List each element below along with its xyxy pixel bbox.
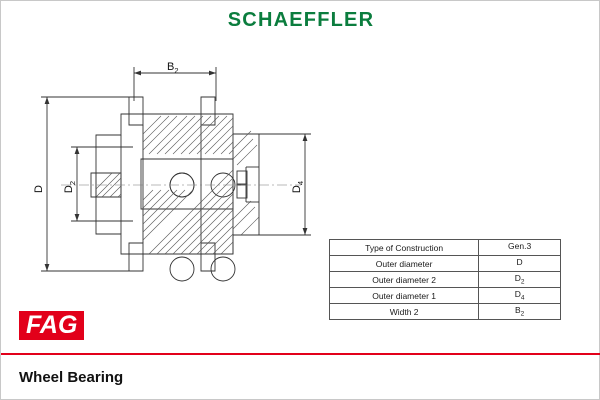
- spec-value: $D_2$: [479, 272, 561, 288]
- spec-label: Outer diameter 2: [330, 272, 479, 288]
- dim-label-d: D: [33, 185, 45, 193]
- spec-value: Gen.3: [479, 240, 561, 256]
- spec-value: $B_2$: [479, 304, 561, 320]
- table-row: [330, 304, 561, 320]
- table-row: [330, 272, 561, 288]
- table-row: [330, 288, 561, 304]
- spec-value: $D_4$: [479, 288, 561, 304]
- specification-table: [329, 239, 561, 320]
- schaeffler-logo: SCHAEFFLER: [227, 9, 375, 31]
- spec-value: D: [479, 256, 561, 272]
- table-row: [330, 240, 561, 256]
- page-title: Wheel Bearing: [19, 369, 124, 386]
- spec-label: Outer diameter: [330, 256, 479, 272]
- dim-label-b2: $B_2$: [167, 61, 179, 75]
- spec-label: Type of Construction: [330, 240, 479, 256]
- fag-logo: FAG: [19, 311, 84, 340]
- dim-label-d4: $D_4$: [291, 180, 305, 194]
- dim-label-d2: $D_2$: [63, 180, 77, 194]
- divider: [1, 353, 600, 355]
- spec-label: Width 2: [330, 304, 479, 320]
- table-row: [330, 256, 561, 272]
- spec-label: Outer diameter 1: [330, 288, 479, 304]
